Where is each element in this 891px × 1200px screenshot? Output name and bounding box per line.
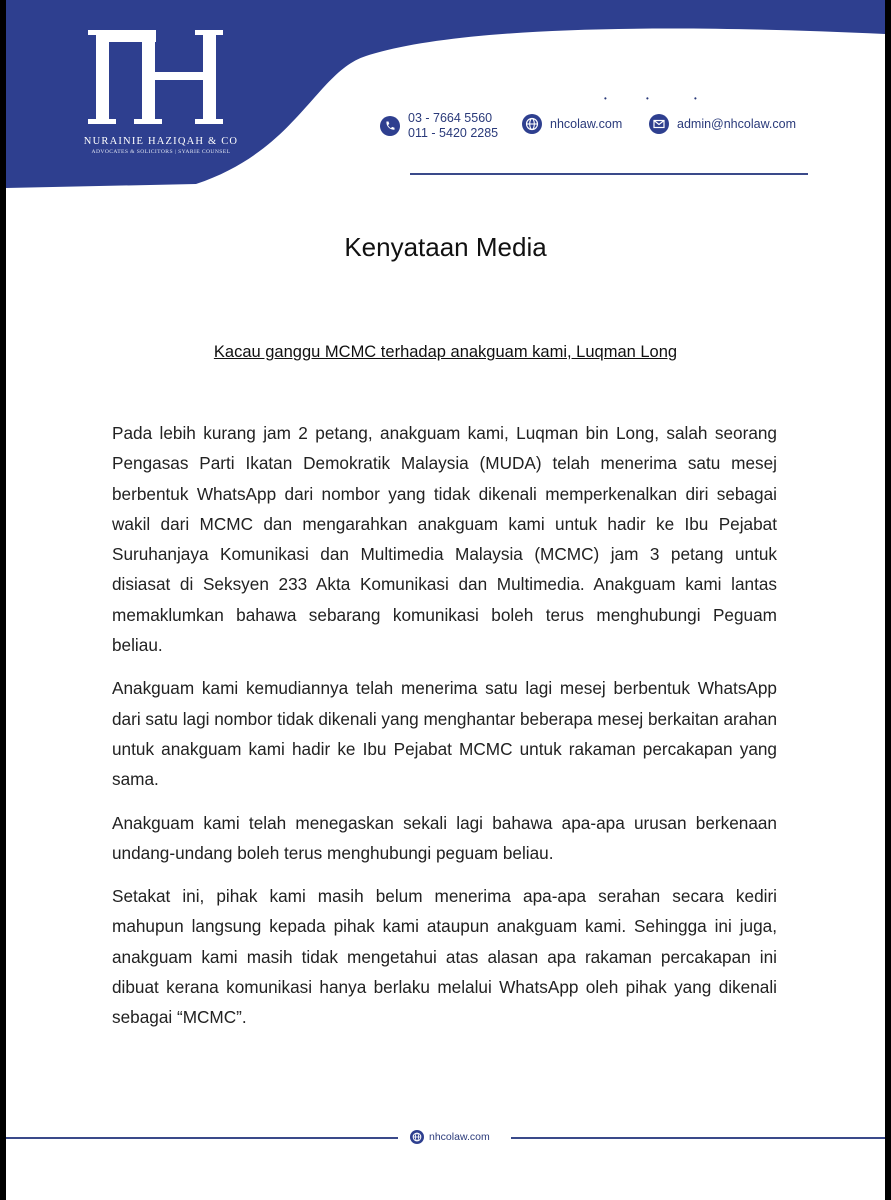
firm-subtitle: ADVOCATES & SOLICITORS | SYARIE COUNSEL xyxy=(91,149,231,155)
document-subtitle: Kacau ganggu MCMC terhadap anakguam kami, Luqman Long xyxy=(213,343,678,361)
body-paragraph: Anakguam kami telah menegaskan sekali lagi bahawa apa-apa urusan berkenaan undang-undang boleh terus menghubungi peguam beliau. xyxy=(112,812,777,863)
header-divider xyxy=(410,173,808,175)
footer-divider-left xyxy=(6,1137,398,1139)
mail-icon xyxy=(649,114,669,134)
phone-icon xyxy=(380,116,400,136)
firm-name: NURAINIE HAZIQAH & CO xyxy=(83,136,239,147)
document-title: Kenyataan Media xyxy=(344,232,547,262)
website-contact xyxy=(522,114,622,134)
nh-monogram-logo xyxy=(76,22,246,132)
firm-logo xyxy=(76,22,246,155)
body-paragraph: Setakat ini, pihak kami masih belum menerima apa-apa serahan secara kediri mahupun langsung kepada pihak kami ataupun anakguam kami. Sehingga ini juga, anakguam kami masih tidak mengetahui atas alasan apa rakaman percakapan ini dibuat kerana komunikasi hanya berlaku melalui WhatsApp oleh pihak yang dikenali sebagai “MCMC”. xyxy=(112,886,777,1028)
header-decoration: • xyxy=(646,94,649,103)
footer-website xyxy=(410,1130,490,1144)
phone-number-2: 011 - 5420 2285 xyxy=(408,126,499,140)
body-paragraph: Pada lebih kurang jam 2 petang, anakguam kami, Luqman bin Long, salah seorang Pengasas Parti Ikatan Demokratik Malaysia (MUDA) telah menerima satu mesej berbentuk WhatsApp dari nombor yang tidak dikenali memperkenalkan diri sebagai wakil dari MCMC dan mengarahkan anakguam kami untuk hadir ke Ibu Pejabat Suruhanjaya Komunikasi dan Multimedia Malaysia (MCMC) jam 3 petang untuk disiasat di Seksyen 233 Akta Komunikasi dan Multimedia. Anakguam kami lantas memaklumkan bahawa sebarang komunikasi boleh terus menghubungi Peguam beliau. xyxy=(112,423,777,656)
footer-website-link[interactable]: nhcolaw.com xyxy=(429,1131,490,1143)
email-contact xyxy=(649,114,796,134)
letterhead-page xyxy=(6,0,885,1200)
email-link[interactable]: admin@nhcolaw.com xyxy=(677,117,796,131)
globe-icon xyxy=(410,1130,424,1144)
globe-icon xyxy=(522,114,542,134)
phone-contact xyxy=(380,111,498,141)
header-decoration: • xyxy=(694,94,697,103)
header-decoration: • xyxy=(604,94,607,103)
website-link[interactable]: nhcolaw.com xyxy=(550,117,623,131)
document-body xyxy=(112,418,777,1046)
phone-number-1: 03 - 7664 5560 xyxy=(408,111,493,125)
footer-divider-right xyxy=(511,1137,885,1139)
body-paragraph: Anakguam kami kemudiannya telah menerima satu lagi mesej berbentuk WhatsApp dari satu lagi nombor tidak dikenali yang menghantar beberapa mesej berkaitan arahan untuk anakguam kami hadir ke Ibu Pejabat MCMC untuk rakaman percakapan yang sama. xyxy=(112,678,778,790)
